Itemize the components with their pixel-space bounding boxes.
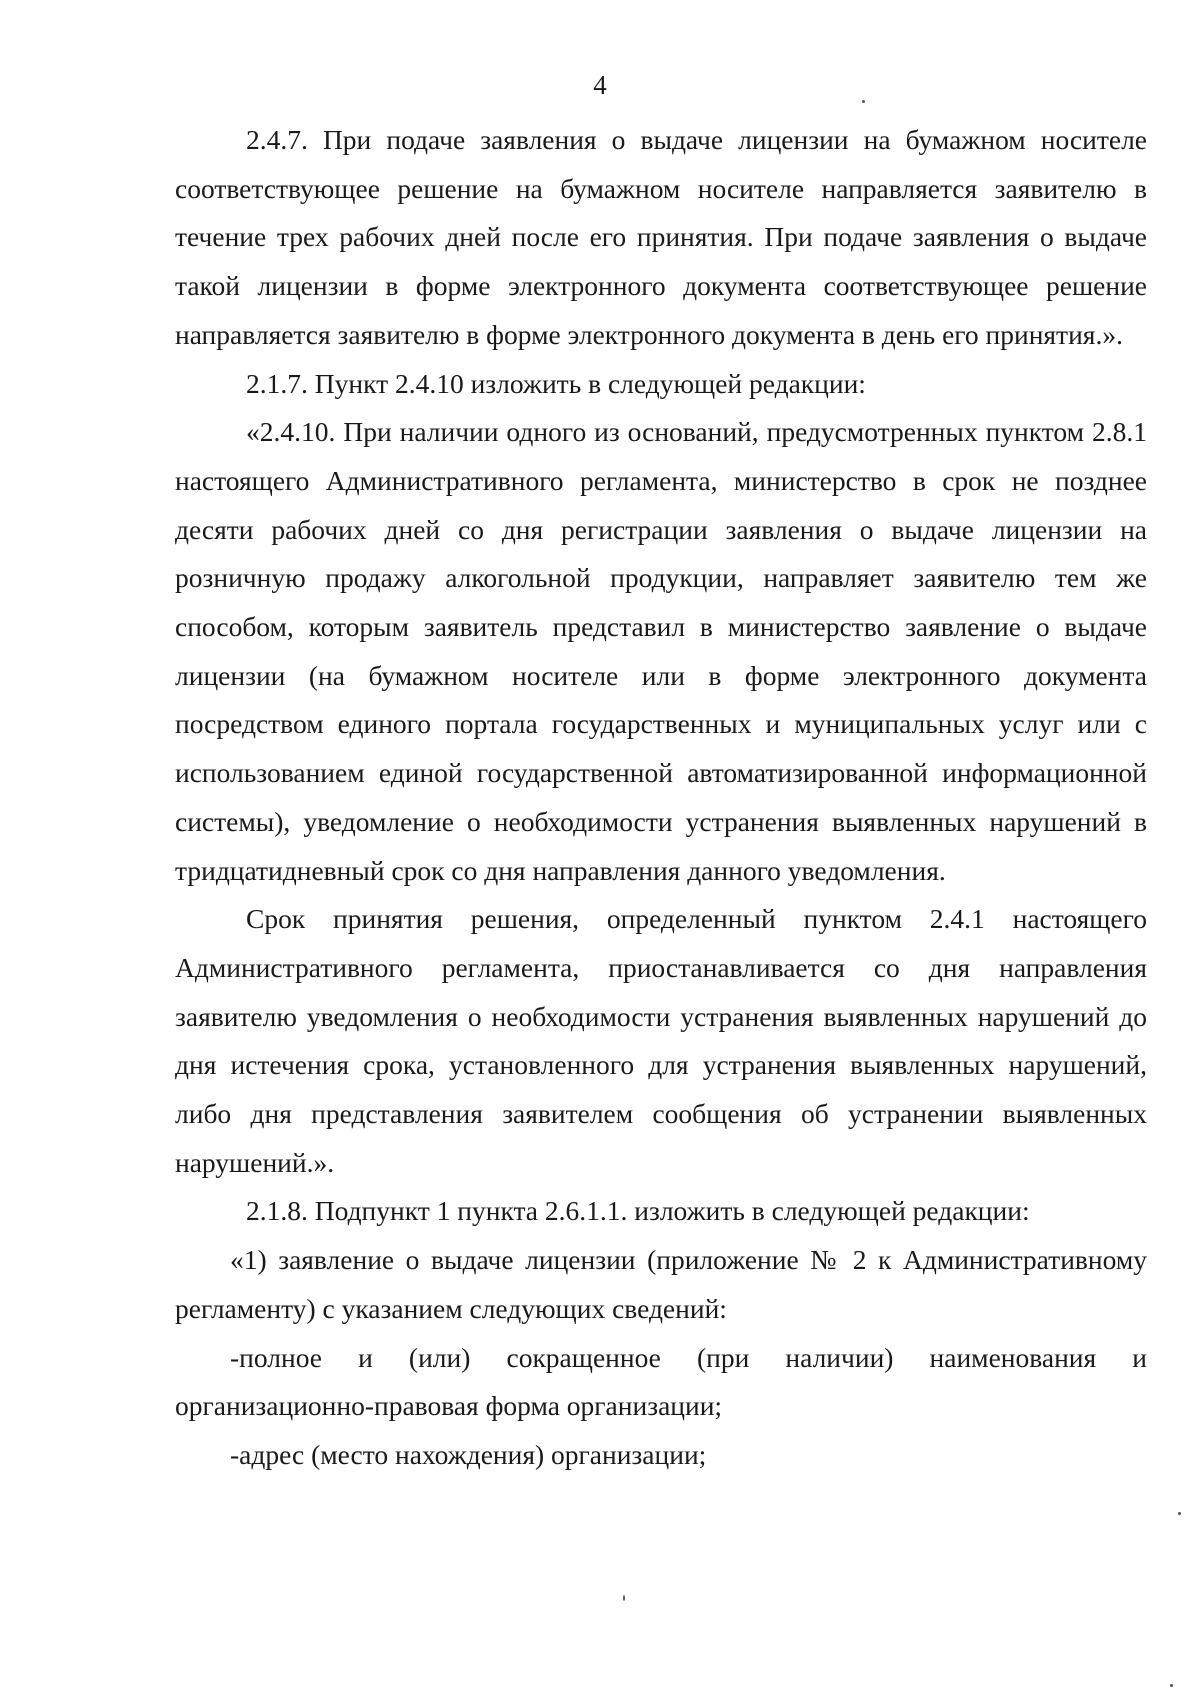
scan-speck [1178, 1512, 1181, 1515]
list-item-organization-address: -адрес (место нахождения) организации; [230, 1438, 707, 1470]
paragraph-decision-term: Срок принятия решения, определенный пунктом 2.4.1 настоящего Административного регламента, приостанавливается со дня направления заявителю уведомления о необходимости устранения выявленных нарушений до дня истечения срока, установленного для устранения выявленных нарушений, либо дня представления заявителем сообщения об устранении выявленных нарушений.». [175, 903, 1147, 1178]
paragraph-2-4-7: 2.4.7. При подаче заявления о выдаче лицензии на бумажном носителе соответствующее решение на бумажном носителе направляется заявителю в течение трех рабочих дней после его принятия. При подаче заявления о выдаче такой лицензии в форме электронного документа соответствующее решение направляется заявителю в форме электронного документа в день его принятия.». [175, 124, 1147, 350]
scan-speck [862, 100, 865, 103]
list-item-organization-name: -полное и (или) сокращенное (при наличии) наименования и организационно-правовая форма организации; [175, 1341, 1147, 1422]
paragraph-2-4-10: «2.4.10. При наличии одного из оснований, предусмотренных пунктом 2.8.1 настоящего Административного регламента, министерство в срок не позднее десяти рабочих дней со дня регистрации заявления о выдаче лицензии на розничную продажу алкогольной продукции, направляет заявителю тем же способом, которым заявитель представил в министерство заявление о выдаче лицензии (на бумажном носителе или в форме электронного документа посредством единого портала государственных и муниципальных услуг или с использованием единой государственной автоматизированной информационной системы), уведомление о необходимости устранения выявленных нарушений в тридцатидневный срок со дня направления данного уведомления. [175, 416, 1147, 886]
paragraph-2-1-7-heading: 2.1.7. Пункт 2.4.10 изложить в следующей редакции: [246, 367, 866, 399]
page-number: 4 [593, 70, 607, 100]
scan-speck [1170, 1684, 1173, 1687]
scan-speck [623, 1595, 625, 1601]
paragraph-2-1-8-heading: 2.1.8. Подпункт 1 пункта 2.6.1.1. изложить в следующей редакции: [246, 1195, 1030, 1227]
document-body [175, 116, 1147, 1480]
paragraph-application-item-1: «1) заявление о выдаче лицензии (приложение № 2 к Административному регламенту) с указанием следующих сведений: [175, 1244, 1147, 1324]
